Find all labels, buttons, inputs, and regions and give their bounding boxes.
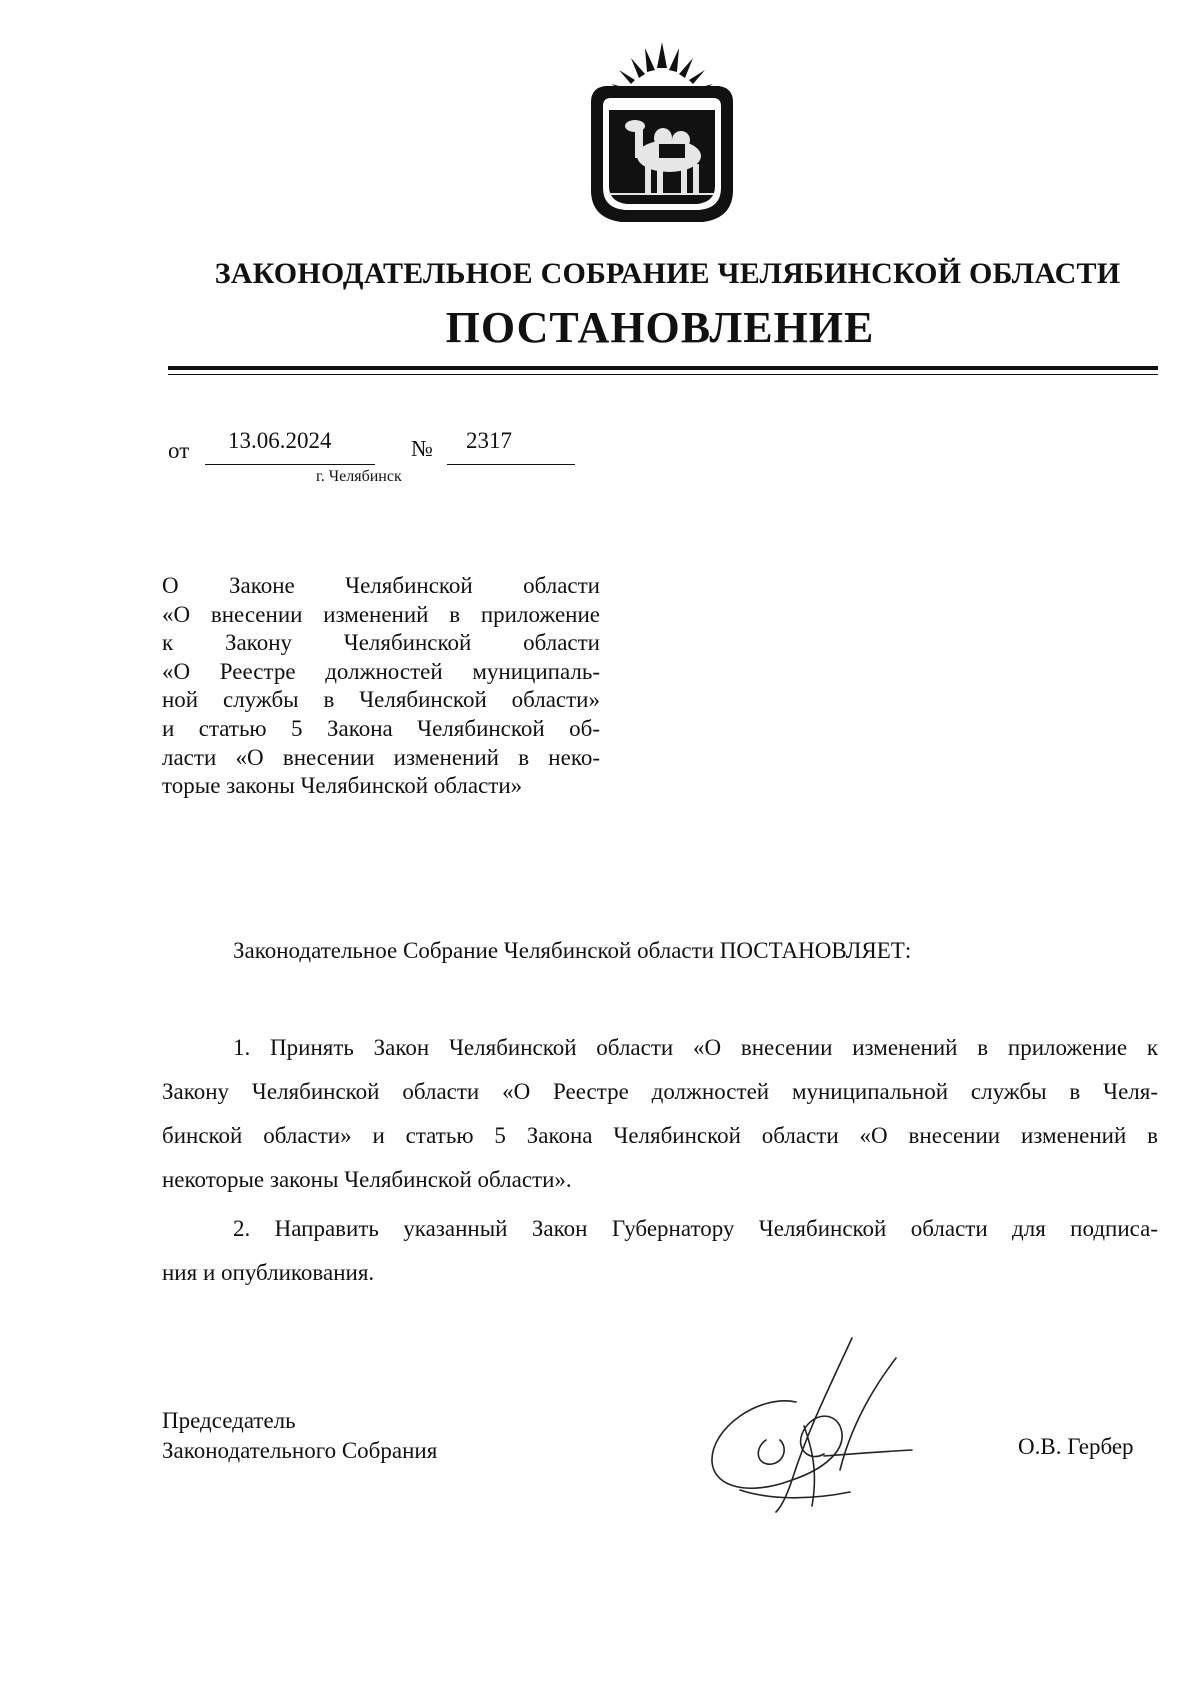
- subject-line: «О Реестре должностей муниципаль-: [162, 658, 600, 684]
- preamble: Законодательное Собрание Челябинской области ПОСТАНОВЛЯЕТ:: [233, 938, 912, 963]
- document-subject: [162, 572, 600, 801]
- subject-line: О Законе Челябинской области: [162, 573, 600, 598]
- coat-of-arms-icon: [585, 40, 739, 230]
- subject-line: «О внесении изменений в приложение: [162, 601, 600, 627]
- subject-line: к Закону Челябинской области: [162, 630, 600, 656]
- number-underline: [447, 464, 575, 465]
- organization-title: ЗАКОНОДАТЕЛЬНОЕ СОБРАНИЕ ЧЕЛЯБИНСКОЙ ОБЛАСТИ: [214, 257, 1121, 290]
- signatory-title-line: Законодательного Собрания: [162, 1438, 438, 1463]
- subject-line: ной службы в Челябинской области»: [162, 687, 600, 713]
- clause-line: 1. Принять Закон Челябинской области «О внесении изменений в приложение к: [233, 1035, 1158, 1060]
- header-divider-thin: [168, 374, 1158, 375]
- subject-line: и статью 5 Закона Челябинской об-: [162, 715, 600, 741]
- subject-line: ласти «О внесении изменений в неко-: [162, 744, 600, 770]
- handwritten-signature-icon: [700, 1330, 940, 1520]
- number-sign-label: №: [411, 436, 433, 461]
- signatory-title-line: Председатель: [162, 1408, 296, 1433]
- date-underline: [205, 464, 375, 465]
- subject-line: торые законы Челябинской области»: [162, 773, 523, 799]
- signer-name: О.В. Гербер: [1018, 1434, 1134, 1459]
- document-type-title: ПОСТАНОВЛЕНИЕ: [445, 303, 875, 352]
- document-date: 13.06.2024: [228, 428, 332, 453]
- clause-1: [162, 1026, 1158, 1202]
- clause-line: 2. Направить указанный Закон Губернатору Челябинской области для подписа-: [233, 1216, 1158, 1241]
- city-label: г. Челябинск: [316, 468, 402, 485]
- clause-line: некоторые законы Челябинской области».: [162, 1167, 572, 1192]
- date-from-label: от: [168, 438, 190, 463]
- clause-2: [162, 1207, 1158, 1295]
- document-number: 2317: [466, 428, 512, 453]
- signatory-title: [162, 1406, 437, 1466]
- clause-line: бинской области» и статью 5 Закона Челябинской области «О внесении изменений в: [162, 1123, 1158, 1148]
- clause-line: Закону Челябинской области «О Реестре должностей муниципальной службы в Челя-: [162, 1079, 1158, 1104]
- header-divider-thick: [168, 366, 1158, 370]
- clause-line: ния и опубликования.: [162, 1260, 375, 1285]
